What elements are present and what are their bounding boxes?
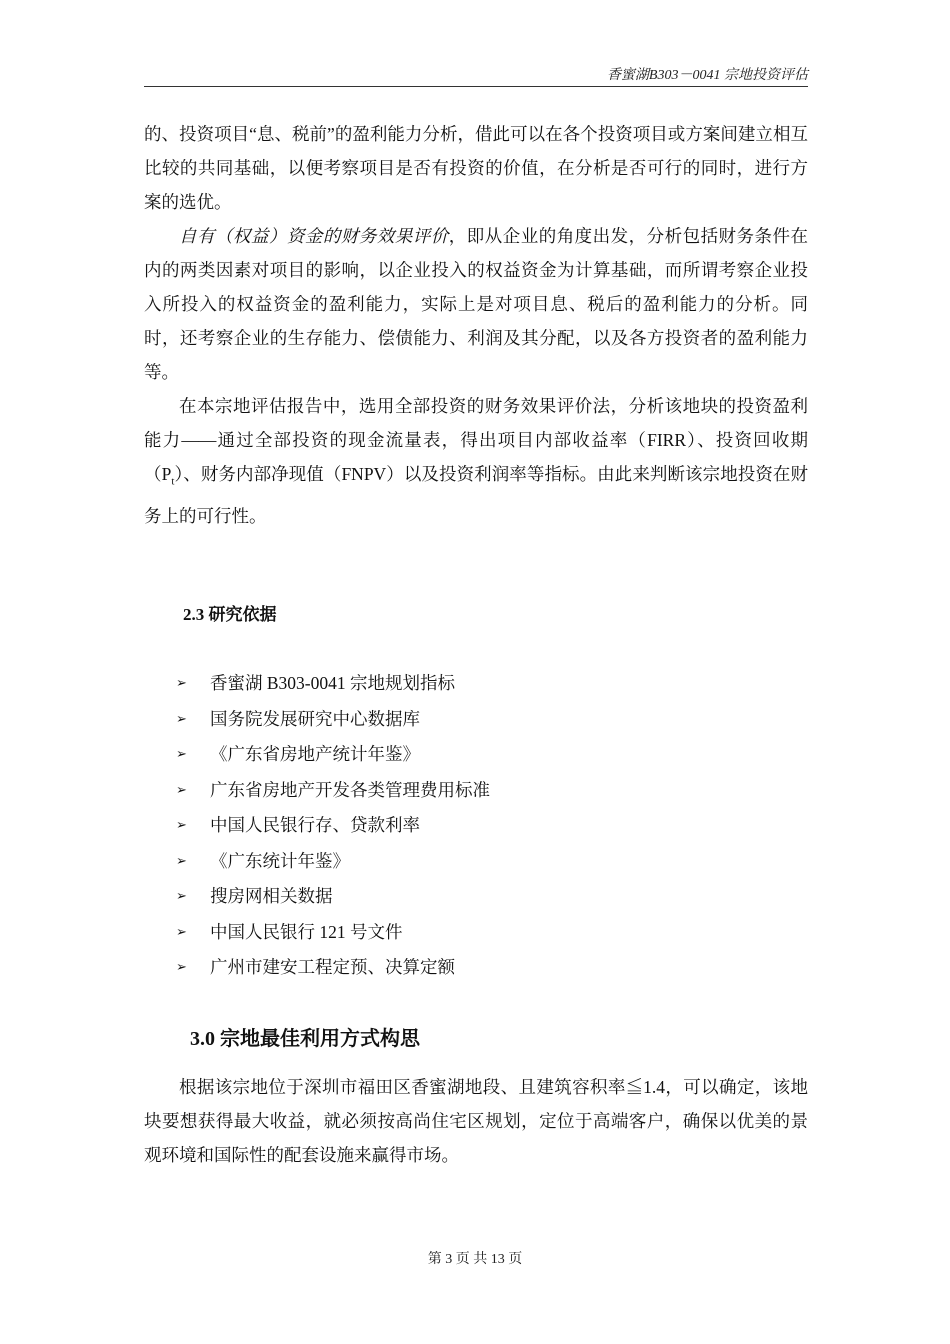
paragraph-2: [144, 219, 808, 389]
arrow-bullet-icon: ➢: [176, 889, 187, 904]
list-item-text: 广州市建安工程定预、决算定额: [210, 957, 455, 977]
list-item: [176, 808, 490, 844]
arrow-bullet-icon: ➢: [176, 818, 187, 833]
list-item: [176, 666, 490, 702]
list-item: [176, 879, 490, 915]
list-item: [176, 915, 490, 951]
list-item-text: 国务院发展研究中心数据库: [210, 708, 420, 729]
arrow-bullet-icon: ➢: [176, 960, 187, 975]
list-item-text: 广东省房地产开发各类管理费用标准: [210, 779, 490, 800]
arrow-bullet-icon: ➢: [176, 747, 187, 762]
paragraph-1: 的、投资项目“息、税前”的盈利能力分析，借此可以在各个投资项目或方案间建立相互比较的共同基础，以便考察项目是否有投资的价值，在分析是否可行的同时，进行方案的选优。: [144, 124, 808, 212]
header-divider: [144, 86, 808, 87]
paragraph-3-text-b: ）、财务内部净现值（FNPV）以及投资利润率等指标。由此来判断该宗地投资在财务上的可行性。: [144, 464, 808, 526]
paragraph-3-subscript: t: [171, 475, 175, 488]
arrow-bullet-icon: ➢: [176, 782, 187, 798]
section-2-3-heading: 2.3 研究依据: [183, 605, 277, 624]
arrow-bullet-icon: ➢: [176, 676, 187, 691]
arrow-bullet-icon: ➢: [176, 924, 187, 940]
list-item-text: 搜房网相关数据: [210, 886, 333, 906]
paragraph-2-emphasis: 自有（权益）资金的财务效果评价: [179, 226, 449, 246]
list-item: [176, 773, 490, 809]
body-text-bottom: [144, 1070, 808, 1172]
list-item: [176, 950, 490, 986]
paragraph-3: [144, 389, 808, 533]
paragraph-3-text-a: 在本宗地评估报告中，选用全部投资的财务效果评价法，分析该地块的投资盈利能力——通过全部投资的现金流量表，得出项目内部收益率（FIRR）、投资回收期（P: [144, 396, 808, 484]
page-header: 香蜜湖B303－0041 宗地投资评估: [606, 68, 808, 83]
list-item-text: 香蜜湖 B303-0041 宗地规划指标: [210, 673, 455, 693]
list-item: [176, 702, 490, 738]
list-item-text: 中国人民银行存、贷款利率: [210, 815, 420, 835]
arrow-bullet-icon: ➢: [176, 711, 187, 727]
reference-list: [176, 666, 490, 986]
paragraph-4: 根据该宗地位于深圳市福田区香蜜湖地段、且建筑容积率≦1.4，可以确定，该地块要想获得最大收益，就必须按高尚住宅区规划，定位于高端客户，确保以优美的景观环境和国际性的配套设施来赢得市场。: [144, 1077, 808, 1165]
list-item: [176, 737, 490, 773]
body-text-top: [144, 117, 808, 533]
list-item-text: 《广东统计年鉴》: [210, 850, 350, 871]
arrow-bullet-icon: ➢: [176, 853, 187, 869]
paragraph-2-text: ，即从企业的角度出发，分析包括财务条件在内的两类因素对项目的影响，以企业投入的权益资金为计算基础，而所谓考察企业投入所投入的权益资金的盈利能力，实际上是对项目息、税后的盈利能力的分析。同时，还考察企业的生存能力、偿债能力、利润及其分配，以及各方投资者的盈利能力等。: [144, 226, 809, 382]
list-item: [176, 844, 490, 880]
page-footer: 第 3 页 共 13 页: [427, 1252, 523, 1267]
list-item-text: 中国人民银行 121 号文件: [210, 921, 403, 942]
list-item-text: 《广东省房地产统计年鉴》: [210, 744, 420, 764]
section-3-0-heading: 3.0 宗地最佳利用方式构思: [190, 1028, 420, 1050]
